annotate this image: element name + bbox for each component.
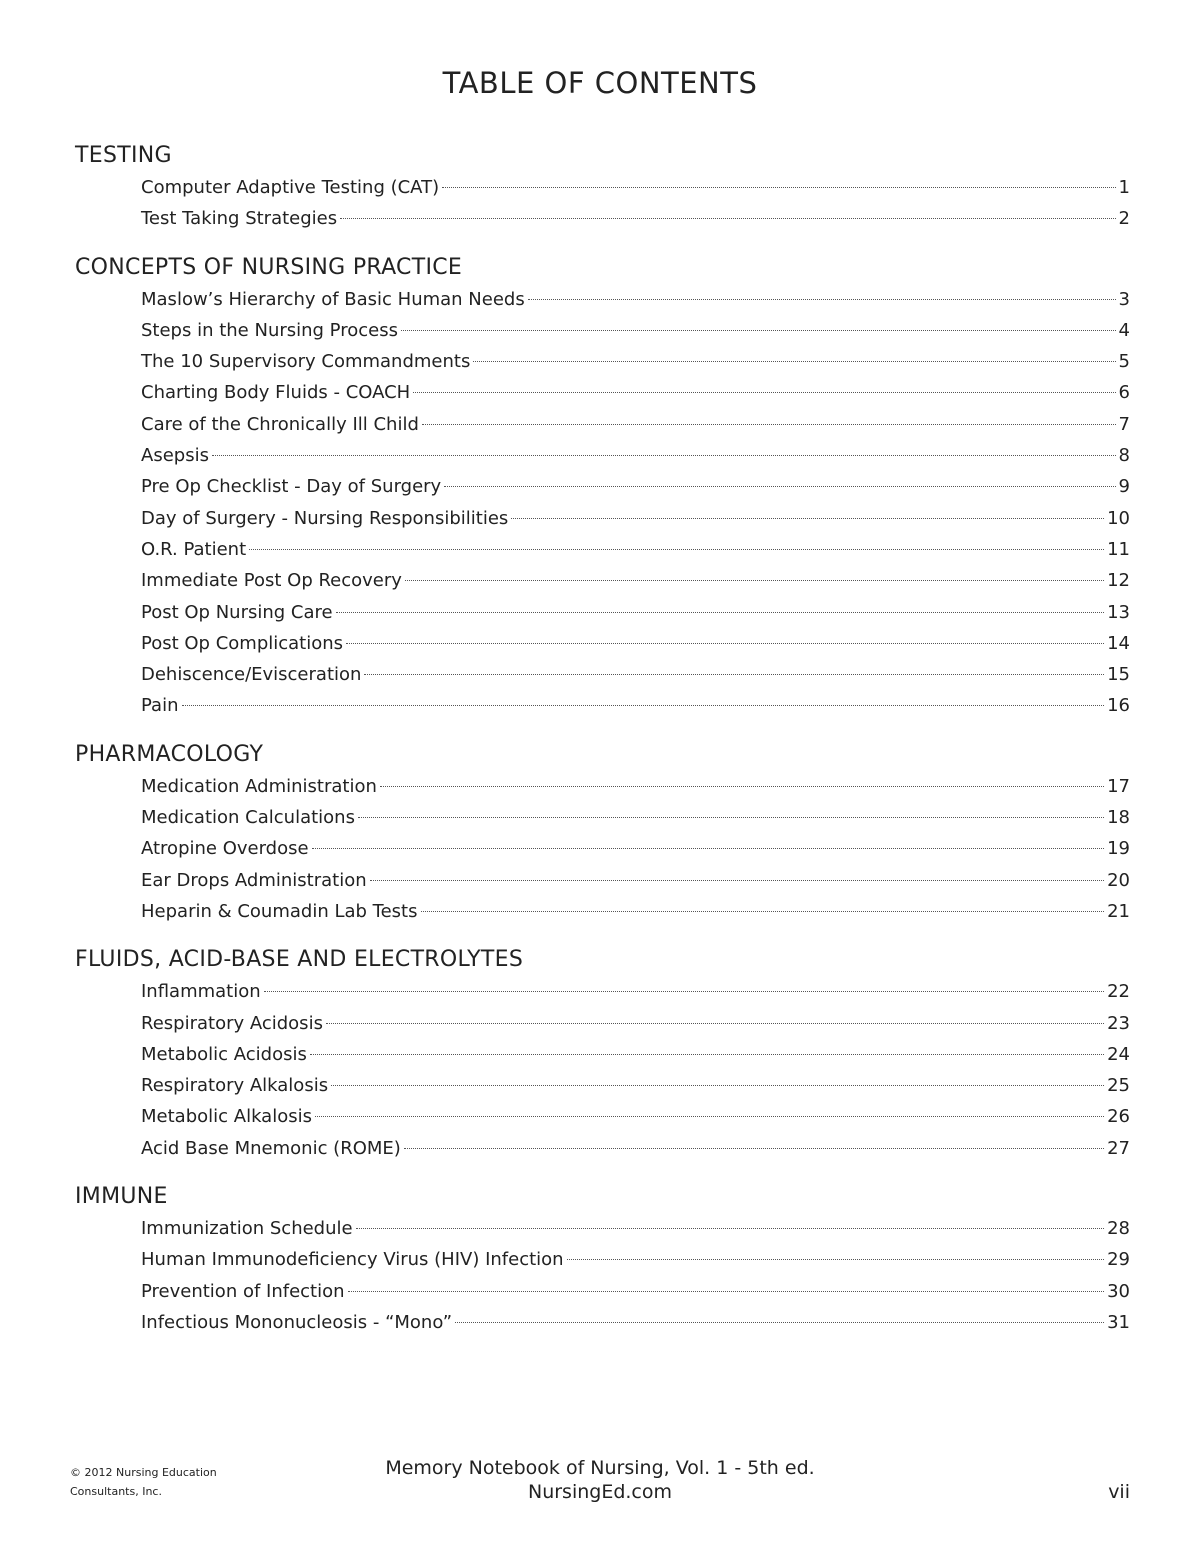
entry-label: Maslow’s Hierarchy of Basic Human Needs (141, 288, 525, 310)
toc-section (75, 944, 1130, 1164)
dot-leader (182, 705, 1105, 706)
dot-leader (370, 880, 1104, 881)
toc-entry (141, 659, 1130, 690)
dot-leader (364, 674, 1104, 675)
toc-entry (141, 534, 1130, 565)
toc-entry (141, 896, 1130, 927)
toc-entry (141, 1070, 1130, 1101)
section-entries (75, 284, 1130, 722)
entry-page-number: 27 (1107, 1137, 1130, 1159)
toc-entry (141, 1039, 1130, 1070)
dot-leader (249, 549, 1104, 550)
entry-page-number: 2 (1118, 208, 1130, 230)
toc-section (75, 739, 1130, 927)
toc-entry (141, 771, 1130, 802)
toc-entry (141, 865, 1130, 896)
entry-label: Immediate Post Op Recovery (141, 570, 402, 592)
entry-page-number: 15 (1107, 664, 1130, 686)
dot-leader (413, 392, 1115, 393)
entry-page-number: 25 (1107, 1075, 1130, 1097)
toc-entry (141, 976, 1130, 1007)
toc-entry (141, 203, 1130, 234)
book-title: Memory Notebook of Nursing, Vol. 1 - 5th ed. (385, 1457, 815, 1479)
entry-page-number: 17 (1107, 775, 1130, 797)
section-entries (75, 172, 1130, 235)
dot-leader (310, 1054, 1104, 1055)
toc-entry (141, 802, 1130, 833)
entry-page-number: 7 (1118, 413, 1130, 435)
entry-page-number: 24 (1107, 1043, 1130, 1065)
entry-page-number: 9 (1118, 476, 1130, 498)
dot-leader (212, 455, 1116, 456)
toc-entry (141, 1276, 1130, 1307)
dot-leader (336, 612, 1105, 613)
entry-label: Atropine Overdose (141, 838, 309, 860)
toc-section (75, 1181, 1130, 1338)
dot-leader (264, 991, 1104, 992)
entry-label: Pre Op Checklist - Day of Surgery (141, 476, 442, 498)
entry-page-number: 16 (1107, 695, 1130, 717)
entry-page-number: 31 (1107, 1311, 1130, 1333)
entry-label: Human Immunodeficiency Virus (HIV) Infection (141, 1249, 564, 1271)
entry-label: O.R. Patient (141, 538, 247, 560)
entry-label: Test Taking Strategies (141, 208, 338, 230)
toc-entry (141, 565, 1130, 596)
entry-label: Immunization Schedule (141, 1218, 353, 1240)
entry-label: Heparin & Coumadin Lab Tests (141, 900, 418, 922)
section-heading: PHARMACOLOGY (75, 741, 264, 767)
dot-leader (401, 330, 1116, 331)
entry-label: Pain (141, 695, 179, 717)
entry-label: Medication Calculations (141, 807, 355, 829)
entry-label: Respiratory Alkalosis (141, 1075, 329, 1097)
table-of-contents (75, 140, 1130, 1355)
entry-page-number: 30 (1107, 1280, 1130, 1302)
section-heading: FLUIDS, ACID-BASE AND ELECTROLYTES (75, 947, 524, 973)
entry-page-number: 18 (1107, 807, 1130, 829)
dot-leader (348, 1291, 1105, 1292)
entry-label: Post Op Nursing Care (141, 601, 333, 623)
footer-book-info (0, 1456, 1200, 1504)
toc-section (75, 252, 1130, 722)
entry-label: Computer Adaptive Testing (CAT) (141, 177, 440, 198)
entry-label: Metabolic Alkalosis (141, 1106, 312, 1128)
entry-page-number: 26 (1107, 1106, 1130, 1128)
entry-label: Acid Base Mnemonic (ROME) (141, 1137, 401, 1159)
dot-leader (404, 1148, 1104, 1149)
page-number: vii (1108, 1481, 1130, 1503)
section-entries (75, 1213, 1130, 1338)
toc-entry (141, 172, 1130, 203)
entry-label: The 10 Supervisory Commandments (141, 351, 471, 373)
dot-leader (455, 1322, 1104, 1323)
entry-page-number: 1 (1118, 177, 1130, 198)
toc-entry (141, 1101, 1130, 1132)
copyright-line-1: © 2012 Nursing Education (70, 1466, 217, 1479)
entry-label: Inflammation (141, 981, 261, 1003)
entry-page-number: 14 (1107, 632, 1130, 654)
toc-entry (141, 597, 1130, 628)
entry-page-number: 3 (1118, 288, 1130, 310)
toc-entry (141, 1244, 1130, 1275)
dot-leader (340, 218, 1115, 219)
website: NursingEd.com (527, 1481, 673, 1503)
dot-leader (444, 486, 1115, 487)
dot-leader (331, 1085, 1104, 1086)
dot-leader (422, 424, 1116, 425)
dot-leader (315, 1116, 1104, 1117)
entry-label: Steps in the Nursing Process (141, 319, 398, 341)
dot-leader (312, 848, 1105, 849)
entry-label: Respiratory Acidosis (141, 1012, 323, 1034)
entry-label: Day of Surgery - Nursing Responsibilities (141, 507, 509, 529)
entry-label: Infectious Mononucleosis - “Mono” (141, 1311, 453, 1333)
entry-page-number: 4 (1118, 319, 1130, 341)
entry-page-number: 29 (1107, 1249, 1130, 1271)
entry-page-number: 8 (1118, 445, 1130, 467)
toc-entry (141, 440, 1130, 471)
entry-label: Medication Administration (141, 775, 377, 797)
dot-leader (421, 911, 1105, 912)
toc-entry (141, 284, 1130, 315)
toc-entry (141, 377, 1130, 408)
toc-entry (141, 1133, 1130, 1164)
toc-entry (141, 315, 1130, 346)
copyright-line-2: Consultants, Inc. (70, 1485, 162, 1498)
entry-page-number: 13 (1107, 601, 1130, 623)
toc-entry (141, 628, 1130, 659)
entry-page-number: 11 (1107, 538, 1130, 560)
toc-entry (141, 471, 1130, 502)
dot-leader (356, 1228, 1105, 1229)
entry-label: Charting Body Fluids - COACH (141, 382, 411, 404)
section-entries (75, 771, 1130, 927)
page-title: TABLE OF CONTENTS (442, 66, 758, 100)
entry-page-number: 10 (1107, 507, 1130, 529)
dot-leader (442, 187, 1115, 188)
toc-entry (141, 1213, 1130, 1244)
entry-label: Care of the Chronically Ill Child (141, 413, 419, 435)
entry-label: Metabolic Acidosis (141, 1043, 307, 1065)
section-entries (75, 976, 1130, 1164)
dot-leader (511, 518, 1104, 519)
toc-entry (141, 409, 1130, 440)
entry-page-number: 6 (1118, 382, 1130, 404)
entry-label: Dehiscence/Evisceration (141, 664, 362, 686)
toc-entry (141, 1307, 1130, 1338)
entry-page-number: 5 (1118, 351, 1130, 373)
toc-entry (141, 690, 1130, 721)
toc-section (75, 140, 1130, 235)
entry-page-number: 28 (1107, 1218, 1130, 1240)
dot-leader (326, 1023, 1104, 1024)
dot-leader (473, 361, 1115, 362)
dot-leader (380, 786, 1104, 787)
toc-entry (141, 346, 1130, 377)
entry-page-number: 21 (1107, 900, 1130, 922)
toc-entry (141, 833, 1130, 864)
dot-leader (405, 580, 1104, 581)
entry-page-number: 23 (1107, 1012, 1130, 1034)
section-heading: CONCEPTS OF NURSING PRACTICE (75, 254, 463, 280)
entry-page-number: 20 (1107, 869, 1130, 891)
toc-entry (141, 1008, 1130, 1039)
dot-leader (358, 817, 1104, 818)
entry-page-number: 22 (1107, 981, 1130, 1003)
section-heading: IMMUNE (75, 1184, 168, 1210)
section-heading: TESTING (75, 143, 172, 168)
entry-label: Asepsis (141, 445, 209, 467)
toc-entry (141, 503, 1130, 534)
entry-label: Post Op Complications (141, 632, 344, 654)
entry-page-number: 19 (1107, 838, 1130, 860)
entry-label: Prevention of Infection (141, 1280, 345, 1302)
dot-leader (567, 1259, 1105, 1260)
entry-label: Ear Drops Administration (141, 869, 367, 891)
dot-leader (528, 299, 1116, 300)
dot-leader (346, 643, 1104, 644)
entry-page-number: 12 (1107, 570, 1130, 592)
